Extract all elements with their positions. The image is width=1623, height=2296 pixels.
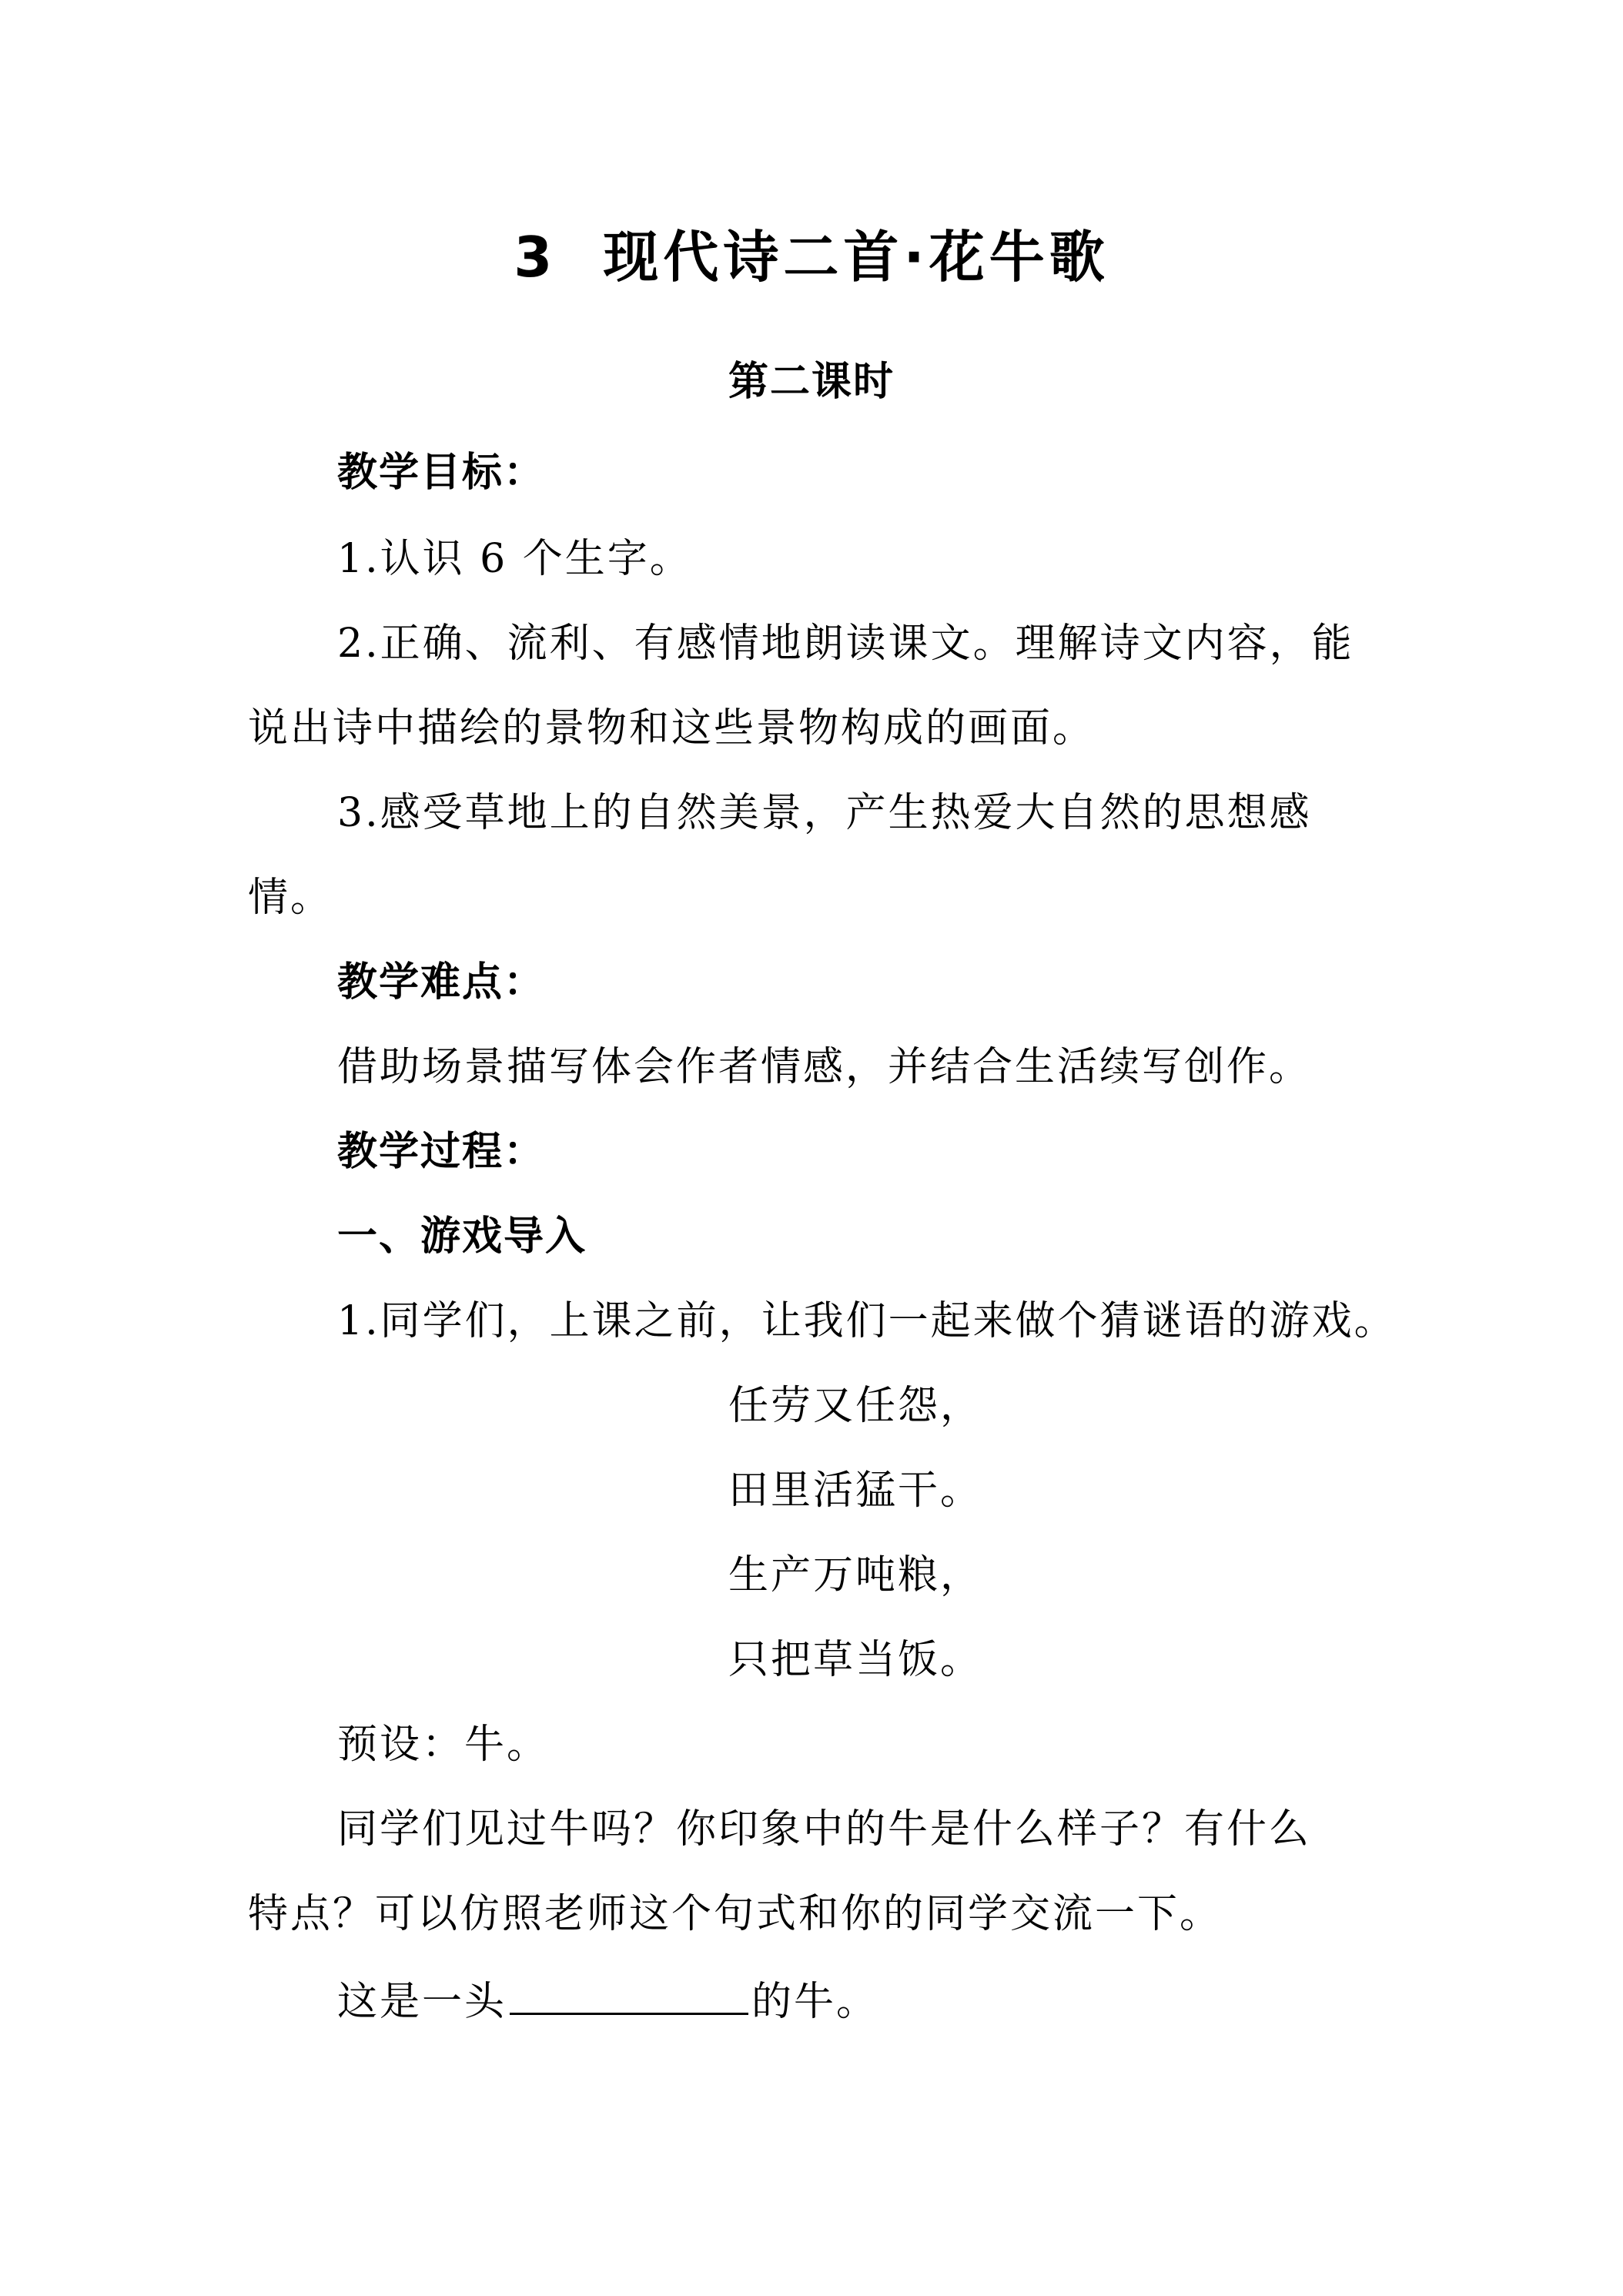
goals-heading: 教学目标： bbox=[337, 450, 546, 496]
lesson-period: 第二课时 bbox=[728, 359, 895, 405]
riddle-line: 田里活猛干。 bbox=[728, 1468, 983, 1514]
question-line-2: 特点？可以仿照老师这个句式和你的同学交流一下。 bbox=[248, 1891, 1223, 1937]
step-1: 1.同学们，上课之前，让我们一起来做个猜谜语的游戏。 bbox=[337, 1298, 1397, 1344]
goal-3-line-2: 情。 bbox=[248, 875, 333, 921]
riddle-line: 生产万吨粮， bbox=[728, 1552, 983, 1598]
lesson-title: 现代诗二首·花牛歌 bbox=[603, 225, 1109, 290]
fill-in-blank bbox=[510, 1974, 748, 2015]
page-title bbox=[0, 223, 1623, 291]
difficulty-heading: 教学难点： bbox=[337, 959, 546, 1006]
goal-2-line-1: 2.正确、流利、有感情地朗读课文。理解诗文内容，能 bbox=[337, 621, 1354, 667]
section-heading: 一、游戏导入 bbox=[337, 1213, 587, 1260]
process-heading: 教学过程： bbox=[337, 1129, 546, 1175]
riddle-line: 只把草当饭。 bbox=[728, 1637, 983, 1683]
sentence-suffix: 的牛。 bbox=[751, 1979, 879, 2025]
goal-1: 1.认识 6 个生字。 bbox=[337, 536, 692, 582]
lesson-number: 3 bbox=[514, 225, 557, 290]
goal-3-line-1: 3.感受草地上的自然美景，产生热爱大自然的思想感 bbox=[337, 790, 1312, 836]
preset-answer: 预设：牛。 bbox=[337, 1722, 550, 1768]
fill-in-sentence bbox=[337, 1974, 878, 2027]
riddle-line: 任劳又任怨， bbox=[728, 1383, 983, 1429]
goal-2-line-2: 说出诗中描绘的景物和这些景物构成的画面。 bbox=[248, 705, 1096, 751]
difficulty-text: 借助场景描写体会作者情感，并结合生活续写创作。 bbox=[337, 1044, 1312, 1090]
sentence-prefix: 这是一头 bbox=[337, 1979, 507, 2025]
question-line-1: 同学们见过牛吗？你印象中的牛是什么样子？有什么 bbox=[337, 1806, 1312, 1853]
